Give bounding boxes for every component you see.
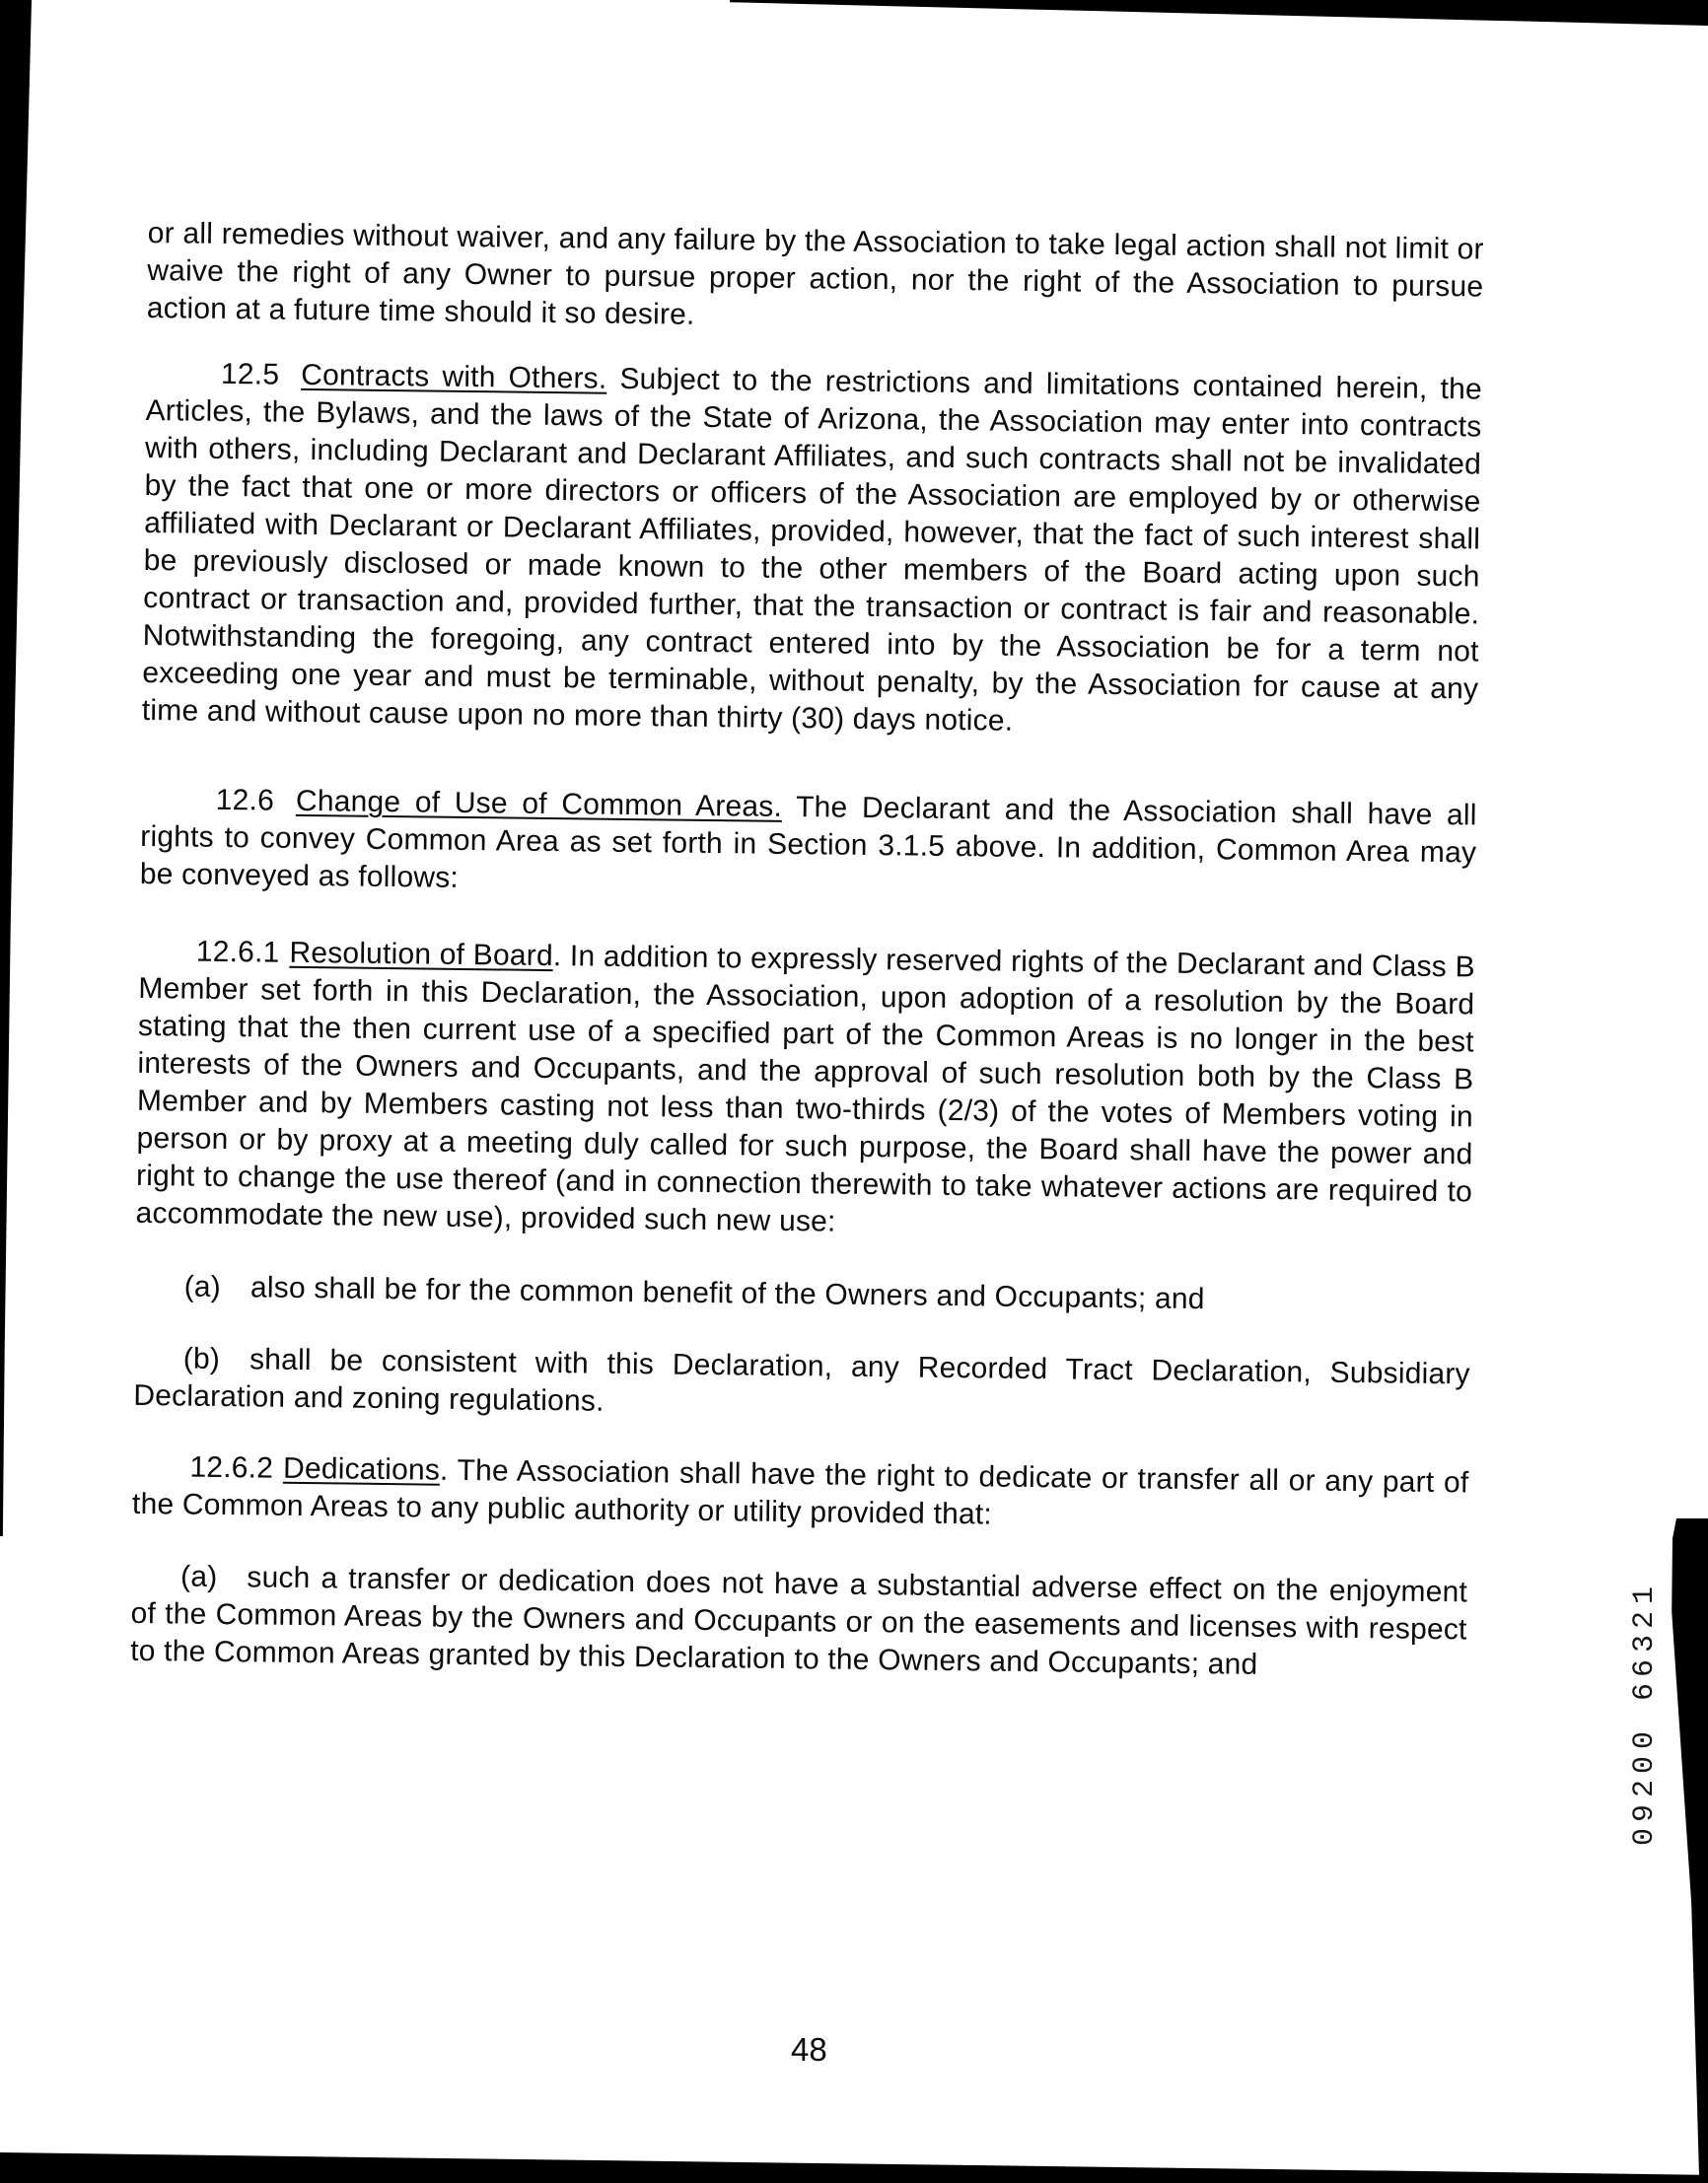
- section-12-6-title: Change of Use of Common Areas.: [295, 784, 783, 823]
- stamp-digit: 2: [1628, 1610, 1662, 1629]
- stamp-gap: [1623, 1705, 1667, 1729]
- section-12-5-number: 12.5: [220, 357, 280, 391]
- list-item-12-6-1-b: [133, 1340, 1470, 1432]
- scan-artifact-top-edge: [730, 0, 1708, 28]
- list-item-text: also shall be for the common benefit of the Owners and Occupants; and: [249, 1271, 1205, 1316]
- section-12-6: [140, 781, 1477, 910]
- section-12-6-1: [135, 933, 1475, 1249]
- scan-artifact-bottom-edge: [0, 2149, 1708, 2183]
- list-item-label: (a): [183, 1270, 222, 1303]
- section-12-6-1-title: Resolution of Board: [289, 936, 554, 973]
- stamp-digit: 6: [1628, 1683, 1662, 1702]
- stamp-digit: 2: [1628, 1780, 1662, 1798]
- section-12-6-2: [132, 1448, 1469, 1540]
- page-number: 48: [791, 2031, 827, 2068]
- section-12-5-title: Contracts with Others.: [301, 358, 607, 395]
- stamp-digit: 1: [1628, 1586, 1662, 1605]
- recorder-stamp: [1623, 1584, 1667, 1850]
- document-text-block: [130, 215, 1484, 1686]
- list-item-label: (a): [179, 1560, 218, 1593]
- scan-artifact-left-edge: [0, 0, 36, 1536]
- section-12-5-body: Subject to the restrictions and limitations contained herein, the Articles, the Bylaws, and the laws of the State of Arizona, the Association may enter into contracts with others, including Declarant and Declarant Affiliates, and such contracts shall not be invalidated by the fact that one or more directors or officers of the Association are employed by or otherwise affiliated with Declarant or Declarant Affiliates, provided, however, that the fact of such interest shall be previously disclosed or made known to the other members of the Board acting upon such contract or transaction and, provided further, that the transaction or contract is fair and reasonable. Notwithstanding the foregoing, any contract entered into by the Association be for a term not exceeding one year and must be terminable, without penalty, by the Association for cause at any time and without cause upon no more than thirty (30) days notice.: [141, 362, 1483, 738]
- section-12-6-2-title: Dedications: [282, 1451, 441, 1487]
- stamp-digit: 0: [1628, 1755, 1662, 1774]
- scan-artifact-right-edge: [1669, 1518, 1708, 2183]
- section-12-6-2-number: 12.6.2: [189, 1450, 274, 1485]
- section-12-6-1-body: . In addition to expressly reserved rights of the Declarant and Class B Member set forth in this Declaration, the Association, upon adoption of a resolution by the Board stating that the then current use of a specified part of the Common Areas is no longer in the best interests of the Owners and Occupants, and the approval of such resolution both by the Class B Member and by Members casting not less than two-thirds (2/3) of the votes of Members voting in person or by proxy at a meeting duly called for such purpose, the Board shall have the power and right to change the use thereof (and in connection therewith to take whatever actions are required to accommodate the new use), provided such new use:: [135, 940, 1475, 1238]
- list-item-label: (b): [182, 1342, 221, 1375]
- stamp-digit: 0: [1628, 1731, 1662, 1750]
- stamp-digit: 3: [1628, 1635, 1662, 1654]
- section-12-5: [142, 355, 1483, 746]
- section-12-6-2-body: . The Association shall have the right to dedicate or transfer all or any part of the Common Areas to any public authority or utility provided that:: [131, 1453, 1469, 1531]
- stamp-digit: 6: [1628, 1658, 1662, 1677]
- list-item-12-6-2-a: [130, 1558, 1467, 1687]
- list-item-text: such a transfer or dedication does not have a substantial adverse effect on the enjoyment of the Common Areas by the Owners and Occupants or on the easements and licenses with respect to the Common Areas granted by this Declaration to the Owners and Occupants; and: [130, 1561, 1468, 1681]
- list-item-12-6-1-a: [134, 1268, 1470, 1322]
- paragraph-continuation: or all remedies without waiver, and any failure by the Association to take legal action shall not limit or waive the right of any Owner to pursue proper action, nor the right of the Association to pursue action at a future time should it so desire.: [146, 216, 1484, 331]
- section-12-6-body: The Declarant and the Association shall have all rights to convey Common Area as set forth in Section 3.1.5 above. In addition, Common Area may be conveyed as follows:: [139, 791, 1477, 894]
- list-item-text: shall be consistent with this Declaration, any Recorded Tract Declaration, Subsidiary Declaration and zoning regulations.: [133, 1343, 1470, 1418]
- stamp-digit: 9: [1628, 1803, 1662, 1822]
- stamp-digit: 0: [1628, 1828, 1662, 1847]
- section-12-6-number: 12.6: [215, 783, 275, 817]
- section-12-6-1-number: 12.6.1: [195, 935, 280, 969]
